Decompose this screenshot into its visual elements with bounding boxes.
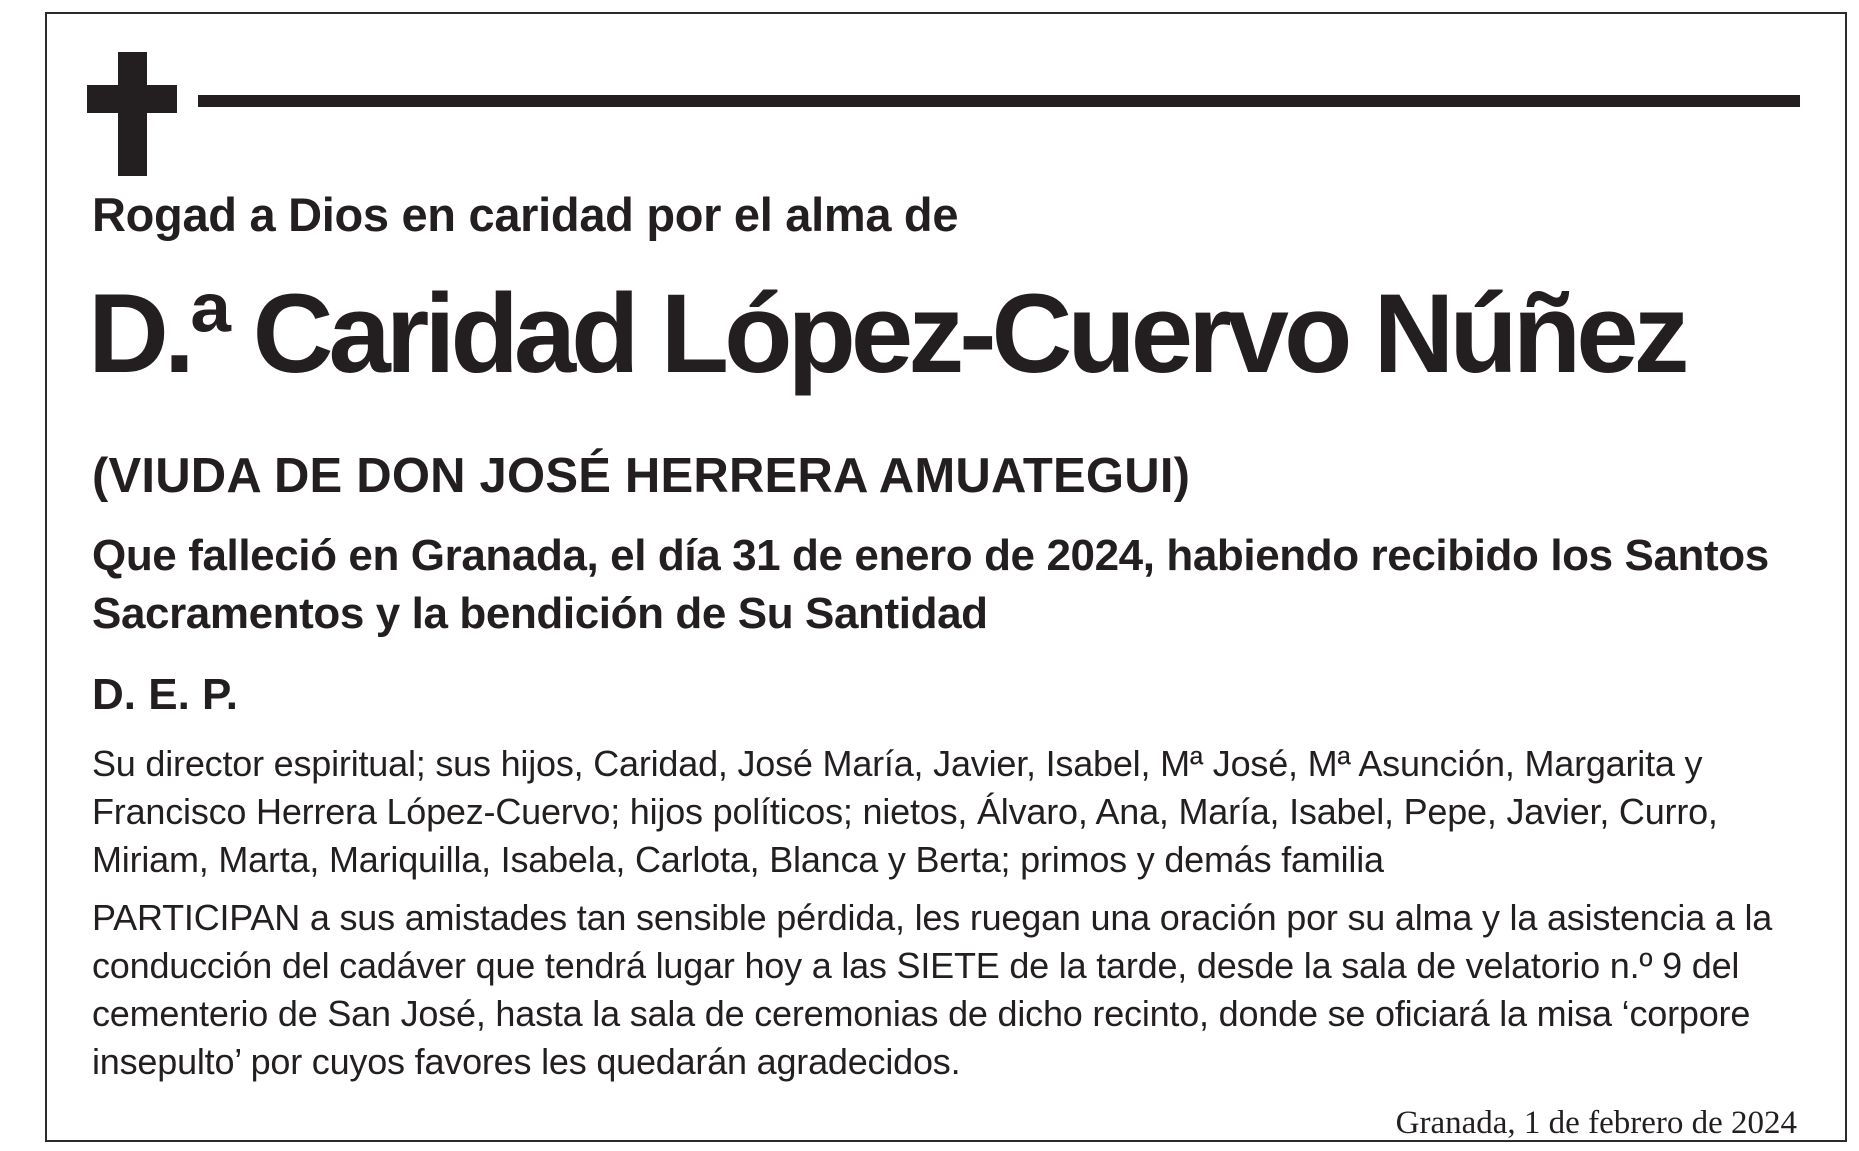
cross-horizontal-bar	[87, 85, 177, 113]
cross-icon	[87, 52, 177, 176]
widow-of-line: (VIUDA DE DON JOSÉ HERRERA AMUATEGUI)	[92, 449, 1191, 503]
cross-vertical-bar	[118, 52, 147, 176]
deceased-name: D.ª Caridad López-Cuervo Núñez	[88, 271, 1685, 396]
participation-paragraph: PARTICIPAN a sus amistades tan sensible pérdida, les ruegan una oración por su alma y la asistencia a la conducción del cadáver que tendrá lugar hoy a las SIETE de la tarde, desde la sala de velatorio n.º 9 del cementerio de San José, hasta la sala de ceremonias de dicho recinto, donde se oficiará la misa ‘corpore insepulto’ por cuyos favores les quedarán agradecidos.	[92, 897, 1773, 1082]
family-paragraph: Su director espiritual; sus hijos, Caridad, José María, Javier, Isabel, Mª José, Mª Asunción, Margarita y Francisco Herrera López-Cuervo; hijos políticos; nietos, Álvaro, Ana, María, Isabel, Pepe, Javier, Curro, Miriam, Marta, Mariquilla, Isabela, Carlota, Blanca y Berta; primos y demás familia	[92, 743, 1718, 880]
intro-line: Rogad a Dios en caridad por el alma de	[92, 188, 959, 241]
dep-abbreviation: D. E. P.	[92, 670, 238, 719]
place-date: Granada, 1 de febrero de 2024	[1395, 1105, 1797, 1141]
death-info: Que falleció en Granada, el día 31 de enero de 2024, habiendo recibido los Santos Sacramentos y la bendición de Su Santidad	[92, 531, 1769, 638]
header-rule	[198, 95, 1800, 107]
